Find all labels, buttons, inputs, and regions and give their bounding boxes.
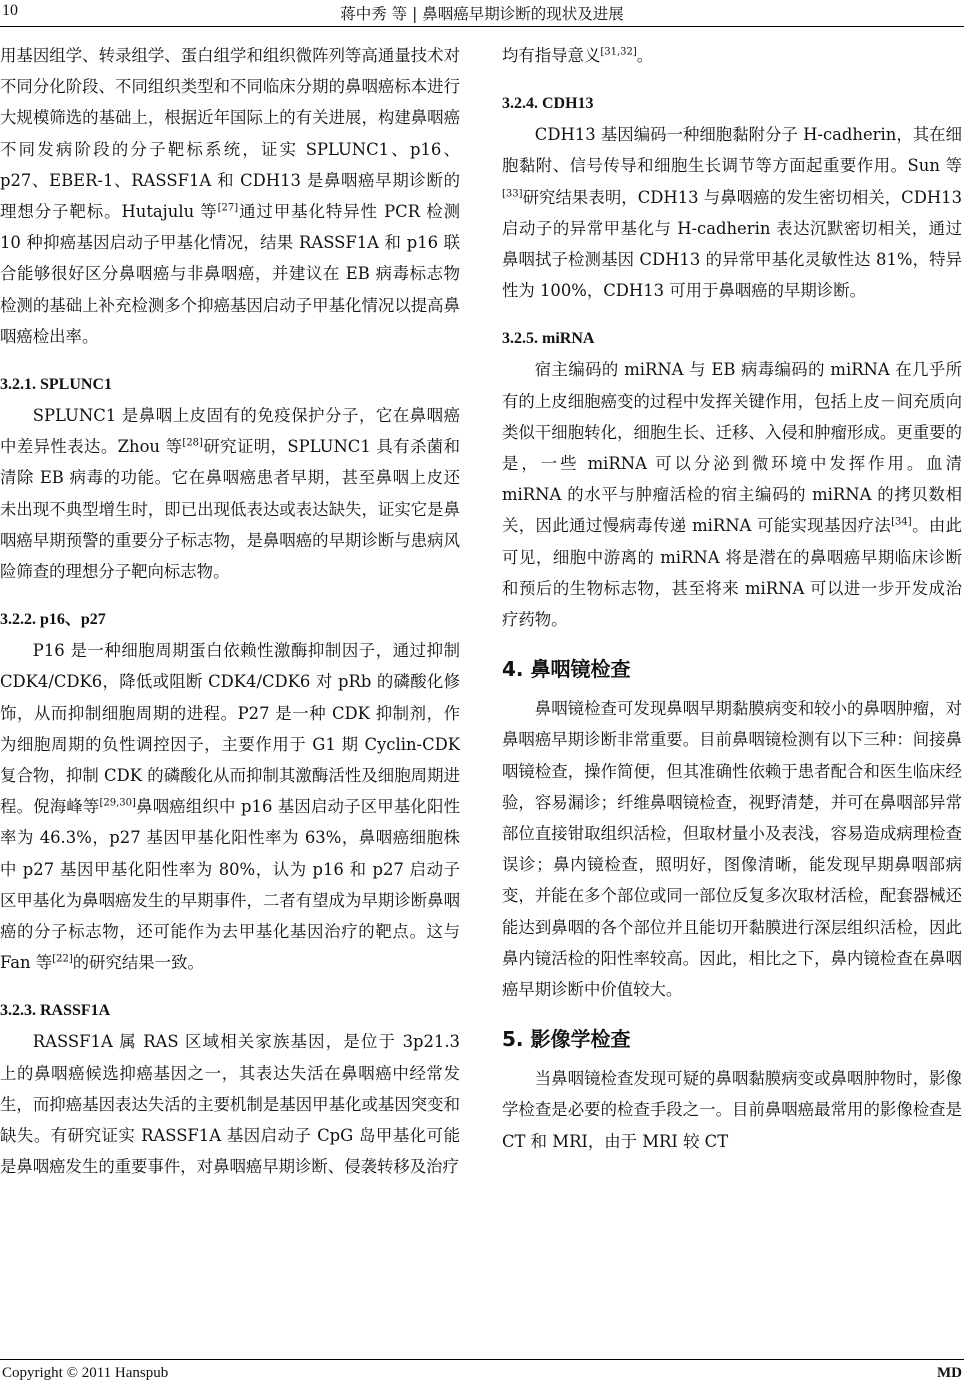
running-title: 蒋中秀 等 | 鼻咽癌早期诊断的现状及进展 <box>340 5 624 23</box>
mirna-paragraph: 宿主编码的 miRNA 与 EB 病毒编码的 miRNA 在几乎所有的上皮细胞癌变的过程中发挥关键作用，包括上皮－间充质向类似干细胞转化，细胞生长、迁移、入侵和肿瘤形成。更重要的是，一些 miRNA 可以分泌到微环境中发挥作用。血清 miRNA 的水平与肿瘤活检的宿主编码的 miRNA 的拷贝数相关，因此通过慢病毒传递 miRNA 可能实现基因疗法[34]。由此可见，细胞中游离的 miRNA 将是潜在的鼻咽癌早期临床诊断和预后的生物标志物，甚至将来 miRNA 可以进一步开发成治疗药物。 <box>502 360 962 630</box>
imaging-paragraph: 当鼻咽镜检查发现可疑的鼻咽黏膜病变或鼻咽肿物时，影像学检查是必要的检查手段之一。目前鼻咽癌最常用的影像检查是 CT 和 MRI，由于 MRI 较 CT <box>502 1069 962 1151</box>
citation[interactable]: [27] <box>217 202 239 214</box>
section-heading-nasopharyngoscopy: 4. 鼻咽镜检查 <box>502 657 631 682</box>
citation[interactable]: [33] <box>502 188 523 200</box>
citation[interactable]: [34] <box>891 516 912 528</box>
nasopharyngoscopy-paragraph: 鼻咽镜检查可发现鼻咽早期黏膜病变和较小的鼻咽肿瘤，对鼻咽癌早期诊断非常重要。目前鼻咽镜检测有以下三种：间接鼻咽镜检查，操作简便，但其准确性依赖于患者配合和医生临床经验，容易漏诊；纤维鼻咽镜检查，视野清楚，并可在鼻咽部异常部位直接钳取组织活检，但取材量小及表浅，容易造成病理检查误诊；鼻内镜检查，照明好，图像清晰，能发现早期鼻咽部病变，并能在多个部位或同一部位反复多次取材活检，配套器械还能达到鼻咽的各个部位并且能切开黏膜进行深层组织活检，因此鼻内镜活检的阳性率较高。因此，相比之下，鼻内镜检查在鼻咽癌早期诊断中价值较大。 <box>502 699 962 1000</box>
page-footer <box>0 1359 964 1386</box>
citation[interactable]: [29,30] <box>99 797 136 809</box>
section-heading-splunc1: 3.2.1. SPLUNC1 <box>0 376 113 394</box>
citation[interactable]: [22] <box>52 953 73 965</box>
journal-code: MD <box>937 1365 962 1381</box>
rassf1a-paragraph: RASSF1A 属 RAS 区域相关家族基因，是位于 3p21.3 上的鼻咽癌候选抑癌基因之一，其表达失活在鼻咽癌中经常发生，而抑癌基因表达失活的主要机制是基因甲基化或基因突变和缺失。有研究证实 RASSF1A 基因启动子 CpG 岛甲基化可能是鼻咽癌发生的重要事件，对鼻咽癌早期诊断、侵袭转移及治疗 <box>0 1032 460 1177</box>
splunc1-paragraph: SPLUNC1 是鼻咽上皮固有的免疫保护分子，它在鼻咽癌中差异性表达。Zhou 等[28]研究证明，SPLUNC1 具有杀菌和清除 EB 病毒的功能。它在鼻咽癌患者早期，甚至鼻咽上皮还未出现不典型增生时，即已出现低表达或表达缺失，证实它是鼻咽癌早期预警的重要分子标志物，是鼻咽癌的早期诊断与患病风险筛查的理想分子靶向标志物。 <box>0 406 460 582</box>
p16-p27-paragraph: P16 是一种细胞周期蛋白依赖性激酶抑制因子，通过抑制 CDK4/CDK6，降低或阻断 CDK4/CDK6 对 pRb 的磷酸化修饰，从而抑制细胞周期的进程。P27 是一种 CDK 抑制剂，作为细胞周期的负性调控因子，主要作用于 G1 期 Cyclin-CDK 复合物，抑制 CDK 的磷酸化从而抑制其激酶活性及细胞周期进程。倪海峰等[29,30]鼻咽癌组织中 p16 基因启动子区甲基化阳性率为 46.3%，p27 基因甲基化阳性率为 63%，鼻咽癌细胞株中 p27 基因甲基化阳性率为 80%，认为 p16 和 p27 启动子区甲基化为鼻咽癌发生的早期事件，二者有望成为早期诊断鼻咽癌的分子标志物，还可能作为去甲基化基因治疗的靶点。这与 Fan 等[22]的研究结果一致。 <box>0 641 460 973</box>
cdh13-paragraph: CDH13 基因编码一种细胞黏附分子 H-cadherin，其在细胞黏附、信号传导和细胞生长调节等方面起重要作用。Sun 等[33]研究结果表明，CDH13 与鼻咽癌的发生密切相关，CDH13 启动子的异常甲基化与 H-cadherin 表达沉默密切相关，通过鼻咽拭子检测基因 CDH13 的异常甲基化灵敏性达 81%，特异性为 100%，CDH13 可用于鼻咽癌的早期诊断。 <box>502 125 962 301</box>
continuation-paragraph: 均有指导意义[31,32]。 <box>502 46 654 65</box>
citation[interactable]: [31,32] <box>600 46 637 58</box>
section-heading-cdh13: 3.2.4. CDH13 <box>502 95 594 113</box>
section-heading-mirna: 3.2.5. miRNA <box>502 330 595 348</box>
intro-paragraph: 用基因组学、转录组学、蛋白组学和组织微阵列等高通量技术对不同分化阶段、不同组织类型和不同临床分期的鼻咽癌标本进行大规模筛选的基础上，根据近年国际上的有关进展，构建鼻咽癌不同发病阶段的分子靶标系统，证实 SPLUNC1、p16、p27、EBER-1、RASSF1A 和 CDH13 是鼻咽癌早期诊断的理想分子靶标。Hutajulu 等[27]通过甲基化特异性 PCR 检测 10 种抑癌基因启动子甲基化情况，结果 RASSF1A 和 p16 联合能够很好区分鼻咽癌与非鼻咽癌，并建议在 EB 病毒标志物检测的基础上补充检测多个抑癌基因启动子甲基化情况以提高鼻咽癌检出率。 <box>0 46 460 346</box>
section-heading-imaging: 5. 影像学检查 <box>502 1027 631 1052</box>
copyright-notice: Copyright © 2011 Hanspub <box>2 1365 169 1381</box>
section-heading-p16-p27: 3.2.2. p16、p27 <box>0 611 106 629</box>
left-column <box>0 40 460 1340</box>
right-column <box>502 40 962 1340</box>
section-heading-rassf1a: 3.2.3. RASSF1A <box>0 1002 111 1020</box>
citation[interactable]: [28] <box>182 437 203 449</box>
page-number: 10 <box>2 2 18 19</box>
page-header <box>0 0 964 27</box>
